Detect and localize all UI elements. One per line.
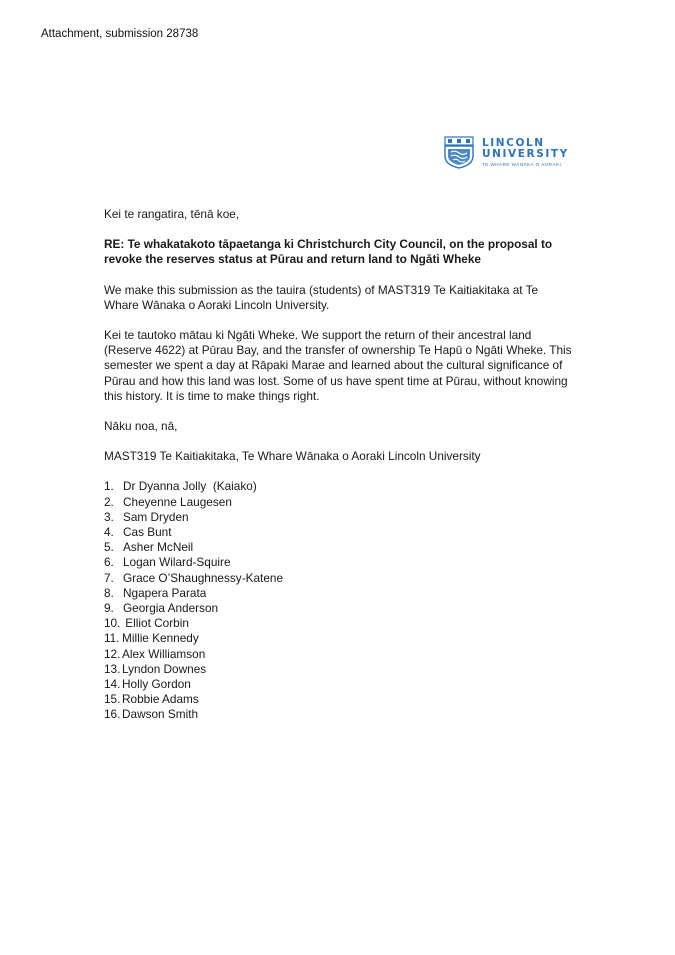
logo-tagline: TE WHARE WĀNAKA O AORAKI — [482, 162, 562, 167]
list-item — [104, 647, 574, 662]
list-item — [104, 707, 574, 722]
list-item — [104, 616, 574, 631]
list-item — [104, 479, 574, 494]
list-number: 3. — [104, 509, 114, 524]
list-number: 5. — [104, 540, 114, 555]
signatory-name: Asher McNeil — [123, 540, 194, 555]
signatory-name: Dr Dyanna Jolly (Kaiako) — [123, 479, 257, 494]
paragraph-1: We make this submission as the tauira (students) of MAST319 Te Kaitiakitaka at Te Whare Wānaka o Aoraki Lincoln University. — [104, 282, 539, 312]
list-number: 11. — [104, 631, 120, 646]
signatory-name: Holly Gordon — [122, 676, 191, 691]
list-number: 16. — [104, 707, 121, 722]
list-item — [104, 677, 574, 692]
list-item — [104, 601, 574, 616]
attachment-note: Attachment, submission 28738 — [41, 28, 199, 40]
list-number: 14. — [104, 676, 121, 691]
signatory-name: Lyndon Downes — [122, 661, 207, 676]
list-item — [104, 555, 574, 570]
letter-body — [104, 207, 574, 722]
list-number: 6. — [104, 555, 114, 570]
re-heading: RE: Te whakatakoto tāpaetanga ki Christchurch City Council, on the proposal to revoke the reserves status at Pūrau and return land to Ngāti Wheke — [104, 237, 553, 267]
list-item — [104, 631, 574, 646]
list-number: 1. — [104, 479, 114, 494]
list-item — [104, 540, 574, 555]
signatory-name: Georgia Anderson — [123, 600, 219, 615]
signature-line: MAST319 Te Kaitiakitaka, Te Whare Wānaka o Aoraki Lincoln University — [104, 449, 481, 464]
list-item — [104, 525, 574, 540]
lincoln-university-logo — [443, 136, 575, 172]
list-number: 15. — [104, 692, 121, 707]
list-item — [104, 495, 574, 510]
signatory-name: Cas Bunt — [123, 525, 172, 539]
signatory-list — [104, 479, 574, 722]
salutation: Kei te rangatira, tēnā koe, — [104, 207, 240, 221]
list-number: 13. — [104, 661, 121, 676]
list-number: 7. — [104, 570, 114, 585]
signatory-name: Robbie Adams — [122, 692, 199, 707]
signatory-name: Dawson Smith — [122, 707, 199, 722]
paragraph-2: Kei te tautoko mātau ki Ngāti Wheke. We support the return of their ancestral land (Reserve 4622) at Pūrau Bay, and the transfer of ownership Te Hapū o Ngāti Wheke. This semester we spent a day at Rāpaki Marae and learned about the cultural significance of Pūrau and how this land was lost. Some of us have spent time at Pūrau, without knowing this history. It is time to make things right. — [104, 328, 572, 403]
signatory-name: Cheyenne Laugesen — [123, 494, 232, 509]
list-item — [104, 571, 574, 586]
list-number: 2. — [104, 494, 114, 509]
signatory-name: Sam Dryden — [123, 509, 189, 524]
crest-icon — [443, 136, 475, 169]
closing: Nāku noa, nā, — [104, 419, 178, 434]
list-number: 4. — [104, 525, 114, 539]
signatory-name: Grace O’Shaughnessy-Katene — [123, 570, 284, 585]
list-number: 12. — [104, 646, 121, 661]
list-item — [104, 586, 574, 601]
signatory-name: Ngapera Parata — [123, 585, 207, 600]
signatory-name: Millie Kennedy — [122, 631, 199, 646]
logo-line-2: UNIVERSITY — [482, 148, 569, 160]
list-item — [104, 692, 574, 707]
list-number: 9. — [104, 600, 114, 615]
list-item — [104, 662, 574, 677]
signatory-name: Alex Williamson — [122, 646, 206, 661]
list-number: 10. — [104, 616, 121, 631]
list-item — [104, 510, 574, 525]
signatory-name: Logan Wilard-Squire — [123, 555, 231, 570]
signatory-name: Elliot Corbin — [122, 616, 189, 631]
list-number: 8. — [104, 585, 114, 600]
logo-line-1: LINCOLN — [482, 137, 545, 149]
